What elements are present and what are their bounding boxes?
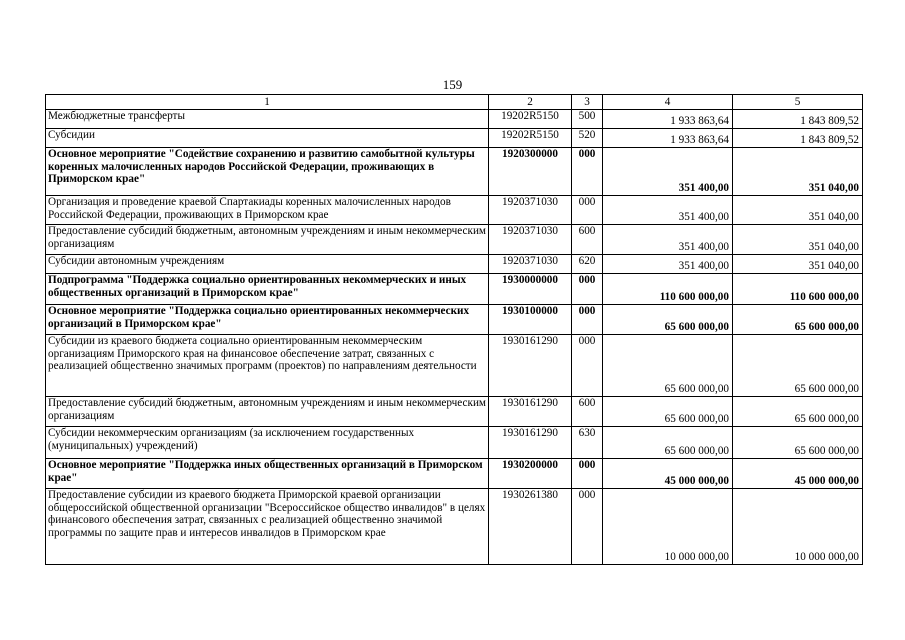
row-value-4: 65 600 000,00 — [603, 397, 733, 427]
row-code: 1930000000 — [489, 274, 572, 305]
row-value-4: 1 933 863,64 — [603, 110, 733, 129]
table-header-row — [46, 95, 863, 110]
row-code: 1930200000 — [489, 459, 572, 489]
row-value-5: 1 843 809,52 — [733, 129, 863, 148]
row-type: 000 — [572, 305, 603, 335]
row-value-5: 45 000 000,00 — [733, 459, 863, 489]
header-col-1: 1 — [46, 95, 489, 110]
table-row — [46, 489, 863, 565]
row-name: Субсидии — [46, 129, 489, 148]
row-code: 1930161290 — [489, 335, 572, 397]
row-name: Основное мероприятие "Содействие сохранению и развитию самобытной культуры коренных малочисленных народов Российской Федерации, проживающих в Приморском крае" — [46, 148, 489, 196]
row-code: 1930161290 — [489, 427, 572, 459]
row-name: Основное мероприятие "Поддержка социально ориентированных некоммерческих организаций в Приморском крае" — [46, 305, 489, 335]
row-type: 630 — [572, 427, 603, 459]
row-name: Межбюджетные трансферты — [46, 110, 489, 129]
row-type: 000 — [572, 489, 603, 565]
row-value-4: 65 600 000,00 — [603, 427, 733, 459]
table-row — [46, 255, 863, 274]
table-row — [46, 459, 863, 489]
row-type: 620 — [572, 255, 603, 274]
row-name: Организация и проведение краевой Спартакиады коренных малочисленных народов Российской Федерации, проживающих в Приморском крае — [46, 196, 489, 225]
row-value-5: 351 040,00 — [733, 196, 863, 225]
row-value-4: 65 600 000,00 — [603, 305, 733, 335]
row-name: Основное мероприятие "Поддержка иных общественных организаций в Приморском крае" — [46, 459, 489, 489]
row-name: Субсидии из краевого бюджета социально ориентированным некоммерческим организациям Приморского края на финансовое обеспечение затрат, связанных с реализацией общественно значимых программ (проектов) по направлениям деятельности — [46, 335, 489, 397]
row-code: 1930100000 — [489, 305, 572, 335]
header-col-3: 3 — [572, 95, 603, 110]
table-row — [46, 110, 863, 129]
row-type: 000 — [572, 335, 603, 397]
row-code: 1920371030 — [489, 225, 572, 255]
row-value-5: 65 600 000,00 — [733, 335, 863, 397]
row-type: 600 — [572, 397, 603, 427]
row-code: 1930261380 — [489, 489, 572, 565]
row-value-5: 351 040,00 — [733, 148, 863, 196]
row-code: 1920371030 — [489, 196, 572, 225]
row-name: Субсидии автономным учреждениям — [46, 255, 489, 274]
table-row — [46, 427, 863, 459]
row-value-4: 351 400,00 — [603, 196, 733, 225]
row-type: 000 — [572, 148, 603, 196]
row-value-4: 351 400,00 — [603, 255, 733, 274]
header-col-5: 5 — [733, 95, 863, 110]
table-row — [46, 397, 863, 427]
row-code: 1920371030 — [489, 255, 572, 274]
row-type: 600 — [572, 225, 603, 255]
row-value-4: 1 933 863,64 — [603, 129, 733, 148]
row-value-5: 351 040,00 — [733, 225, 863, 255]
row-name: Предоставление субсидии из краевого бюджета Приморской краевой организации общероссийской общественной организации "Всероссийское общество инвалидов" в целях финансового обеспечения затрат, связанных с реализацией общественно значимой программы по защите прав и интересов инвалидов в Приморском крае — [46, 489, 489, 565]
header-col-2: 2 — [489, 95, 572, 110]
row-value-4: 65 600 000,00 — [603, 335, 733, 397]
row-value-4: 45 000 000,00 — [603, 459, 733, 489]
row-value-4: 110 600 000,00 — [603, 274, 733, 305]
row-value-5: 65 600 000,00 — [733, 305, 863, 335]
table-row — [46, 305, 863, 335]
budget-table — [45, 94, 863, 565]
row-value-4: 10 000 000,00 — [603, 489, 733, 565]
row-type: 000 — [572, 274, 603, 305]
row-name: Предоставление субсидий бюджетным, автономным учреждениям и иным некоммерческим организациям — [46, 397, 489, 427]
row-type: 000 — [572, 196, 603, 225]
row-value-5: 351 040,00 — [733, 255, 863, 274]
row-value-5: 1 843 809,52 — [733, 110, 863, 129]
row-code: 19202R5150 — [489, 129, 572, 148]
table-row — [46, 129, 863, 148]
row-code: 1920300000 — [489, 148, 572, 196]
row-type: 000 — [572, 459, 603, 489]
row-type: 520 — [572, 129, 603, 148]
table-row — [46, 196, 863, 225]
table-row — [46, 274, 863, 305]
row-type: 500 — [572, 110, 603, 129]
header-col-4: 4 — [603, 95, 733, 110]
row-value-5: 110 600 000,00 — [733, 274, 863, 305]
row-name: Субсидии некоммерческим организациям (за исключением государственных (муниципальных) учреждений) — [46, 427, 489, 459]
row-value-5: 10 000 000,00 — [733, 489, 863, 565]
row-value-5: 65 600 000,00 — [733, 427, 863, 459]
row-name: Предоставление субсидий бюджетным, автономным учреждениям и иным некоммерческим организациям — [46, 225, 489, 255]
table-row — [46, 148, 863, 196]
row-value-5: 65 600 000,00 — [733, 397, 863, 427]
row-value-4: 351 400,00 — [603, 225, 733, 255]
page-number: 159 — [442, 77, 463, 92]
row-code: 1930161290 — [489, 397, 572, 427]
table-row — [46, 335, 863, 397]
row-code: 19202R5150 — [489, 110, 572, 129]
row-value-4: 351 400,00 — [603, 148, 733, 196]
row-name: Подпрограмма "Поддержка социально ориентированных некоммерческих и иных общественных организаций в Приморском крае" — [46, 274, 489, 305]
table-row — [46, 225, 863, 255]
